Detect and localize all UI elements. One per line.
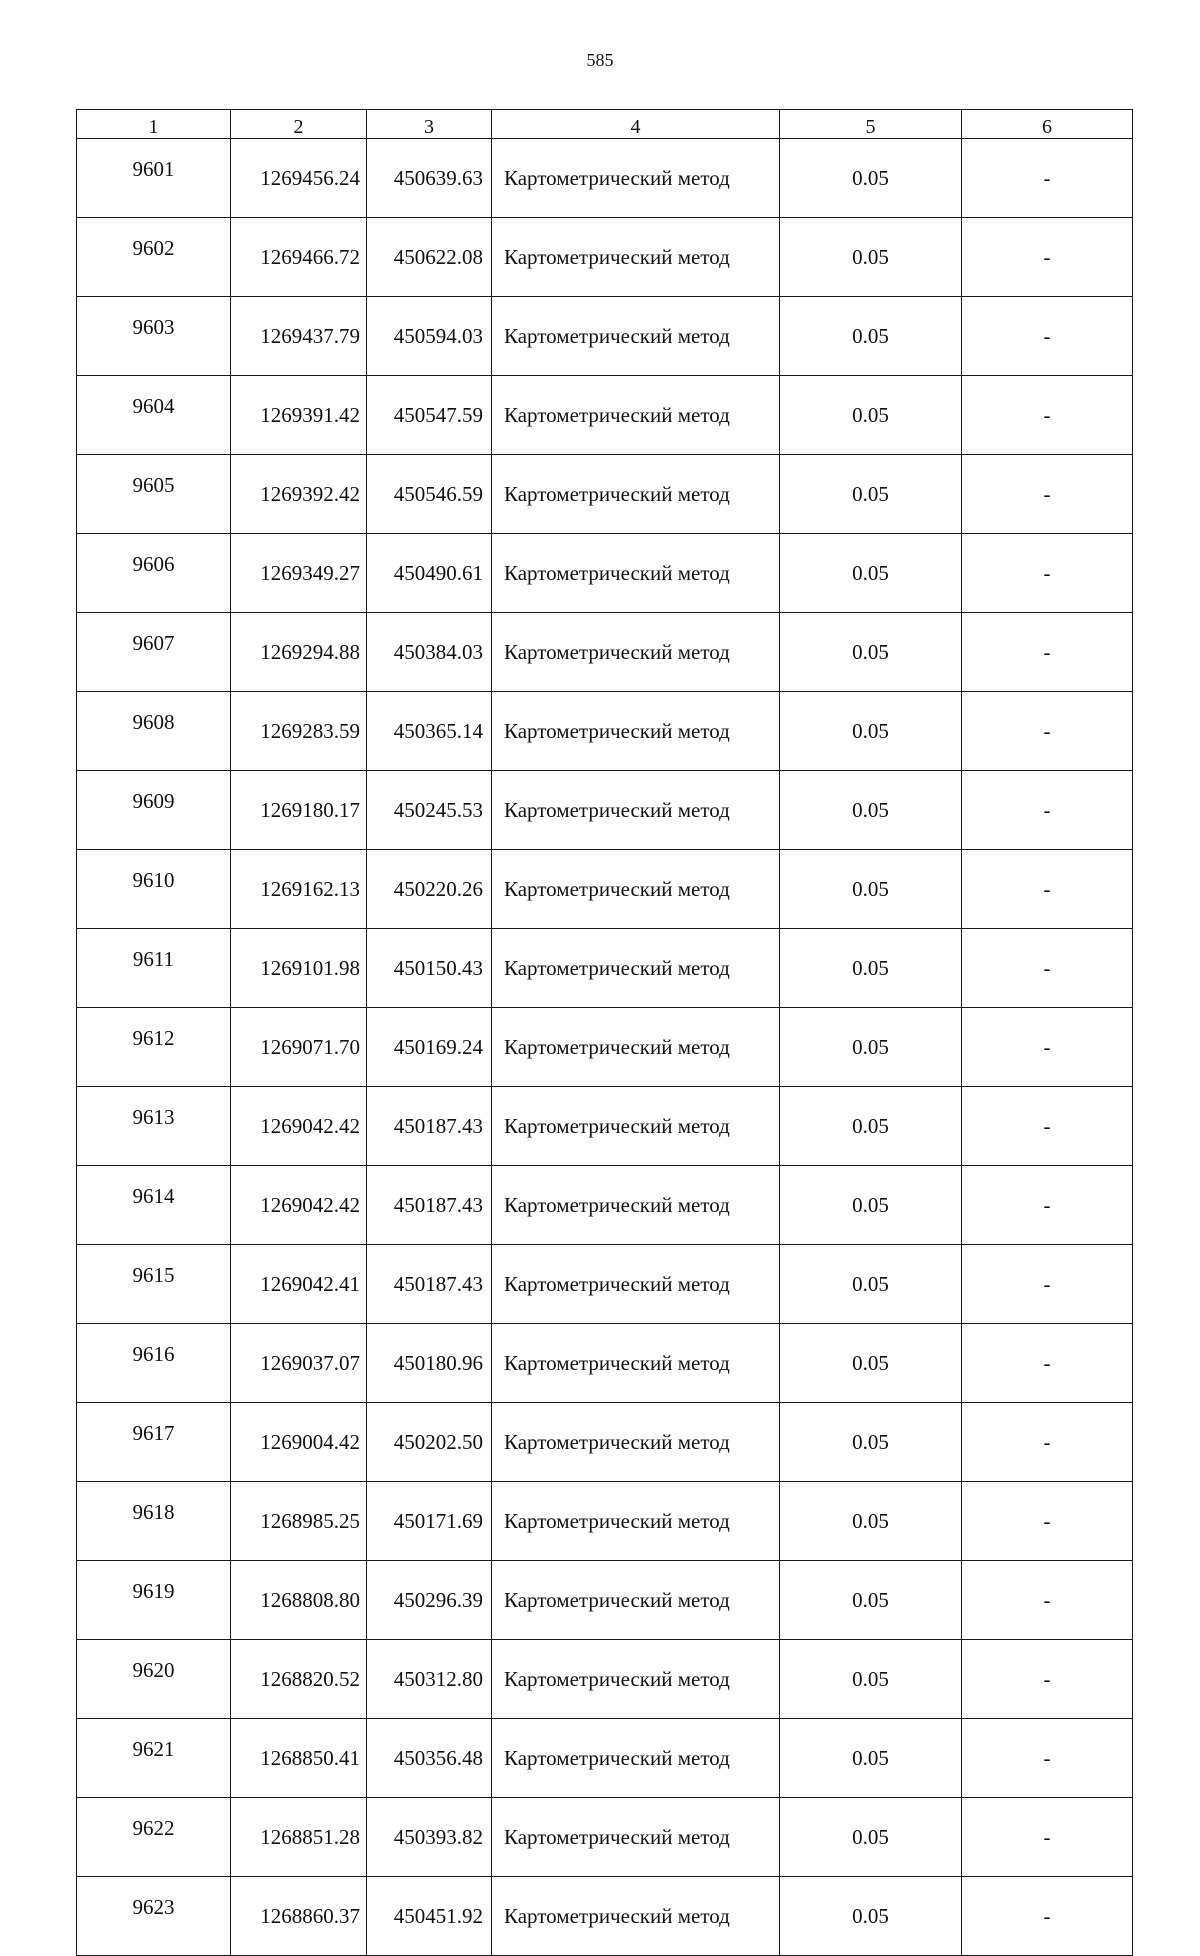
y-coordinate-cell: 450356.48 — [367, 1719, 492, 1798]
method-cell: Картометрический метод — [492, 1482, 780, 1561]
description-cell: - — [962, 1561, 1133, 1640]
x-coordinate-cell: 1269037.07 — [231, 1324, 367, 1403]
accuracy-cell: 0.05 — [780, 1324, 962, 1403]
description-cell: - — [962, 297, 1133, 376]
accuracy-cell: 0.05 — [780, 376, 962, 455]
accuracy-cell: 0.05 — [780, 1798, 962, 1877]
x-coordinate-cell: 1269101.98 — [231, 929, 367, 1008]
x-coordinate-cell: 1268808.80 — [231, 1561, 367, 1640]
point-number-cell: 9612 — [77, 1008, 231, 1087]
description-cell: - — [962, 850, 1133, 929]
point-number-cell: 9619 — [77, 1561, 231, 1640]
description-cell: - — [962, 1166, 1133, 1245]
accuracy-cell: 0.05 — [780, 297, 962, 376]
method-cell: Картометрический метод — [492, 534, 780, 613]
table-row — [77, 455, 1133, 534]
column-header: 2 — [231, 110, 367, 139]
table-row — [77, 1324, 1133, 1403]
table-row — [77, 1719, 1133, 1798]
description-cell: - — [962, 613, 1133, 692]
description-cell: - — [962, 1087, 1133, 1166]
y-coordinate-cell: 450393.82 — [367, 1798, 492, 1877]
column-header: 3 — [367, 110, 492, 139]
description-cell: - — [962, 1640, 1133, 1719]
accuracy-cell: 0.05 — [780, 613, 962, 692]
accuracy-cell: 0.05 — [780, 1245, 962, 1324]
x-coordinate-cell: 1269042.42 — [231, 1087, 367, 1166]
method-cell: Картометрический метод — [492, 1087, 780, 1166]
description-cell: - — [962, 1719, 1133, 1798]
description-cell: - — [962, 929, 1133, 1008]
accuracy-cell: 0.05 — [780, 1087, 962, 1166]
y-coordinate-cell: 450547.59 — [367, 376, 492, 455]
x-coordinate-cell: 1268850.41 — [231, 1719, 367, 1798]
x-coordinate-cell: 1269071.70 — [231, 1008, 367, 1087]
x-coordinate-cell: 1268860.37 — [231, 1877, 367, 1956]
x-coordinate-cell: 1269042.41 — [231, 1245, 367, 1324]
accuracy-cell: 0.05 — [780, 1166, 962, 1245]
accuracy-cell: 0.05 — [780, 850, 962, 929]
table-header-row — [77, 110, 1133, 139]
x-coordinate-cell: 1268985.25 — [231, 1482, 367, 1561]
table-row — [77, 929, 1133, 1008]
table-row — [77, 850, 1133, 929]
y-coordinate-cell: 450171.69 — [367, 1482, 492, 1561]
description-cell: - — [962, 1798, 1133, 1877]
table-row — [77, 376, 1133, 455]
description-cell: - — [962, 455, 1133, 534]
x-coordinate-cell: 1269294.88 — [231, 613, 367, 692]
table-row — [77, 1245, 1133, 1324]
description-cell: - — [962, 1877, 1133, 1956]
x-coordinate-cell: 1269004.42 — [231, 1403, 367, 1482]
point-number-cell: 9606 — [77, 534, 231, 613]
x-coordinate-cell: 1269180.17 — [231, 771, 367, 850]
column-header: 4 — [492, 110, 780, 139]
y-coordinate-cell: 450312.80 — [367, 1640, 492, 1719]
method-cell: Картометрический метод — [492, 455, 780, 534]
coordinates-table — [76, 109, 1133, 1956]
table-row — [77, 613, 1133, 692]
y-coordinate-cell: 450202.50 — [367, 1403, 492, 1482]
accuracy-cell: 0.05 — [780, 218, 962, 297]
y-coordinate-cell: 450187.43 — [367, 1166, 492, 1245]
method-cell: Картометрический метод — [492, 297, 780, 376]
x-coordinate-cell: 1269283.59 — [231, 692, 367, 771]
description-cell: - — [962, 218, 1133, 297]
accuracy-cell: 0.05 — [780, 1640, 962, 1719]
x-coordinate-cell: 1268851.28 — [231, 1798, 367, 1877]
point-number-cell: 9613 — [77, 1087, 231, 1166]
point-number-cell: 9602 — [77, 218, 231, 297]
accuracy-cell: 0.05 — [780, 1482, 962, 1561]
x-coordinate-cell: 1269391.42 — [231, 376, 367, 455]
table-row — [77, 218, 1133, 297]
table-row — [77, 534, 1133, 613]
table-row — [77, 1087, 1133, 1166]
point-number-cell: 9618 — [77, 1482, 231, 1561]
x-coordinate-cell: 1269162.13 — [231, 850, 367, 929]
point-number-cell: 9620 — [77, 1640, 231, 1719]
y-coordinate-cell: 450150.43 — [367, 929, 492, 1008]
point-number-cell: 9616 — [77, 1324, 231, 1403]
page-number: 585 — [586, 50, 614, 70]
y-coordinate-cell: 450187.43 — [367, 1245, 492, 1324]
accuracy-cell: 0.05 — [780, 534, 962, 613]
table-row — [77, 139, 1133, 218]
table-row — [77, 297, 1133, 376]
method-cell: Картометрический метод — [492, 692, 780, 771]
accuracy-cell: 0.05 — [780, 1561, 962, 1640]
method-cell: Картометрический метод — [492, 1245, 780, 1324]
table-row — [77, 1482, 1133, 1561]
accuracy-cell: 0.05 — [780, 1403, 962, 1482]
x-coordinate-cell: 1269349.27 — [231, 534, 367, 613]
table-row — [77, 1561, 1133, 1640]
method-cell: Картометрический метод — [492, 929, 780, 1008]
y-coordinate-cell: 450180.96 — [367, 1324, 492, 1403]
column-header: 1 — [77, 110, 231, 139]
y-coordinate-cell: 450490.61 — [367, 534, 492, 613]
description-cell: - — [962, 534, 1133, 613]
point-number-cell: 9614 — [77, 1166, 231, 1245]
method-cell: Картометрический метод — [492, 376, 780, 455]
accuracy-cell: 0.05 — [780, 929, 962, 1008]
description-cell: - — [962, 1403, 1133, 1482]
table-row — [77, 1640, 1133, 1719]
y-coordinate-cell: 450384.03 — [367, 613, 492, 692]
x-coordinate-cell: 1269042.42 — [231, 1166, 367, 1245]
method-cell: Картометрический метод — [492, 1640, 780, 1719]
method-cell: Картометрический метод — [492, 1798, 780, 1877]
y-coordinate-cell: 450639.63 — [367, 139, 492, 218]
y-coordinate-cell: 450245.53 — [367, 771, 492, 850]
method-cell: Картометрический метод — [492, 1877, 780, 1956]
y-coordinate-cell: 450622.08 — [367, 218, 492, 297]
point-number-cell: 9601 — [77, 139, 231, 218]
table-row — [77, 692, 1133, 771]
accuracy-cell: 0.05 — [780, 1008, 962, 1087]
accuracy-cell: 0.05 — [780, 139, 962, 218]
table-row — [77, 771, 1133, 850]
point-number-cell: 9605 — [77, 455, 231, 534]
table-row — [77, 1403, 1133, 1482]
method-cell: Картометрический метод — [492, 771, 780, 850]
description-cell: - — [962, 771, 1133, 850]
x-coordinate-cell: 1269392.42 — [231, 455, 367, 534]
y-coordinate-cell: 450451.92 — [367, 1877, 492, 1956]
description-cell: - — [962, 139, 1133, 218]
method-cell: Картометрический метод — [492, 218, 780, 297]
point-number-cell: 9615 — [77, 1245, 231, 1324]
accuracy-cell: 0.05 — [780, 692, 962, 771]
y-coordinate-cell: 450220.26 — [367, 850, 492, 929]
point-number-cell: 9604 — [77, 376, 231, 455]
point-number-cell: 9607 — [77, 613, 231, 692]
method-cell: Картометрический метод — [492, 1403, 780, 1482]
method-cell: Картометрический метод — [492, 1008, 780, 1087]
x-coordinate-cell: 1269466.72 — [231, 218, 367, 297]
y-coordinate-cell: 450594.03 — [367, 297, 492, 376]
x-coordinate-cell: 1269437.79 — [231, 297, 367, 376]
description-cell: - — [962, 1482, 1133, 1561]
table-row — [77, 1166, 1133, 1245]
method-cell: Картометрический метод — [492, 1166, 780, 1245]
description-cell: - — [962, 692, 1133, 771]
y-coordinate-cell: 450187.43 — [367, 1087, 492, 1166]
table-body — [77, 139, 1133, 1956]
point-number-cell: 9609 — [77, 771, 231, 850]
accuracy-cell: 0.05 — [780, 455, 962, 534]
method-cell: Картометрический метод — [492, 1561, 780, 1640]
point-number-cell: 9617 — [77, 1403, 231, 1482]
point-number-cell: 9603 — [77, 297, 231, 376]
description-cell: - — [962, 376, 1133, 455]
method-cell: Картометрический метод — [492, 1719, 780, 1798]
point-number-cell: 9621 — [77, 1719, 231, 1798]
method-cell: Картометрический метод — [492, 1324, 780, 1403]
point-number-cell: 9608 — [77, 692, 231, 771]
column-header: 6 — [962, 110, 1133, 139]
method-cell: Картометрический метод — [492, 139, 780, 218]
y-coordinate-cell: 450296.39 — [367, 1561, 492, 1640]
point-number-cell: 9611 — [77, 929, 231, 1008]
accuracy-cell: 0.05 — [780, 1877, 962, 1956]
column-header: 5 — [780, 110, 962, 139]
point-number-cell: 9610 — [77, 850, 231, 929]
y-coordinate-cell: 450365.14 — [367, 692, 492, 771]
description-cell: - — [962, 1008, 1133, 1087]
y-coordinate-cell: 450169.24 — [367, 1008, 492, 1087]
method-cell: Картометрический метод — [492, 850, 780, 929]
point-number-cell: 9622 — [77, 1798, 231, 1877]
accuracy-cell: 0.05 — [780, 771, 962, 850]
description-cell: - — [962, 1245, 1133, 1324]
description-cell: - — [962, 1324, 1133, 1403]
x-coordinate-cell: 1269456.24 — [231, 139, 367, 218]
table-row — [77, 1008, 1133, 1087]
x-coordinate-cell: 1268820.52 — [231, 1640, 367, 1719]
accuracy-cell: 0.05 — [780, 1719, 962, 1798]
y-coordinate-cell: 450546.59 — [367, 455, 492, 534]
point-number-cell: 9623 — [77, 1877, 231, 1956]
table-row — [77, 1877, 1133, 1956]
table-row — [77, 1798, 1133, 1877]
method-cell: Картометрический метод — [492, 613, 780, 692]
